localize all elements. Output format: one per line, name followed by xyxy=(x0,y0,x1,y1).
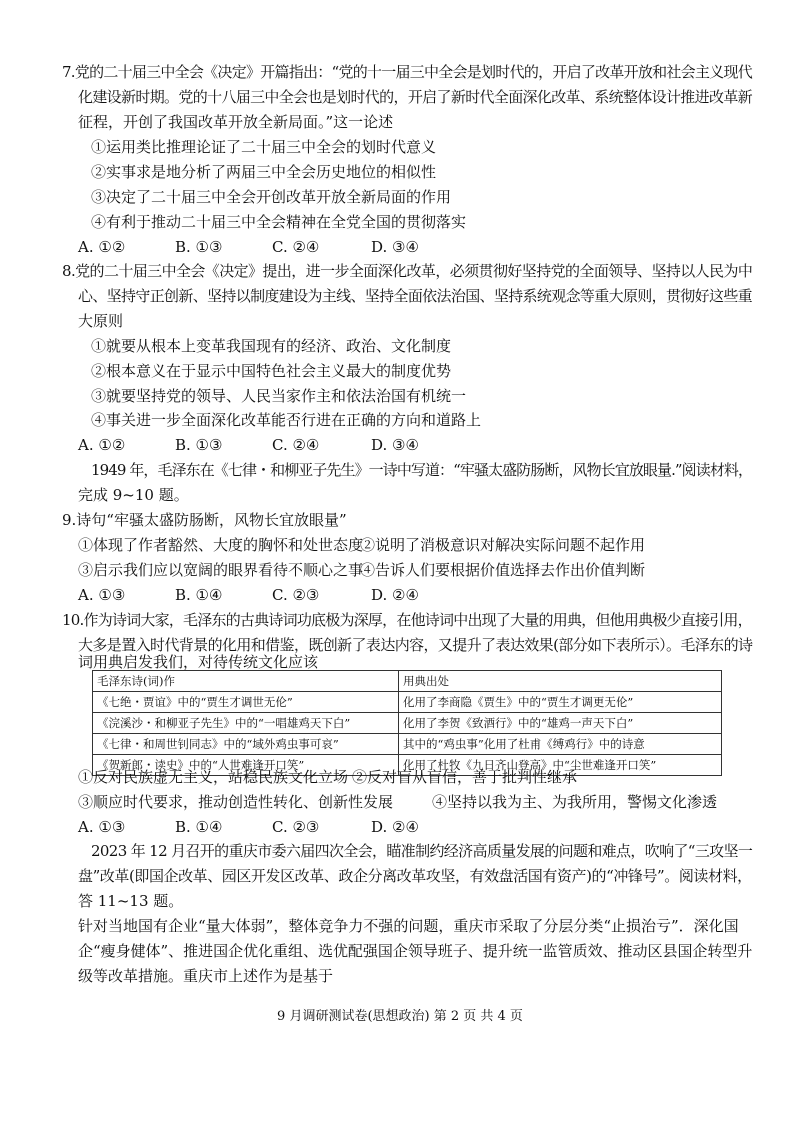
q8-stem-line: 大原则 xyxy=(78,312,124,330)
option-d: D. ②④ xyxy=(371,818,419,836)
q7-stem-line: 征程，开创了我国改革开放全新局面。”这一论述 xyxy=(78,113,394,131)
option-b: B. ①④ xyxy=(175,586,223,604)
option-d: D. ③④ xyxy=(371,238,419,256)
option-b: B. ①③ xyxy=(175,238,223,256)
material-passage-line: 完成 9~10 题。 xyxy=(78,486,189,504)
option-c: C. ②③ xyxy=(272,586,320,604)
table-header-row xyxy=(93,671,722,692)
q8-choice: ④事关进一步全面深化改革能否行进在正确的方向和道路上 xyxy=(91,411,482,429)
table-cell: 《浣溪沙・和柳亚子先生》中的“一唱雄鸡天下白” xyxy=(93,713,399,734)
q9-stem: 9.诗句“牢骚太盛防肠断，风物长宜放眼量” xyxy=(62,511,347,529)
table-cell: 化用了李贺《致酒行》中的“雄鸡一声天下白” xyxy=(399,713,722,734)
option-a: A. ①② xyxy=(78,238,126,256)
material-passage-line: 答 11~13 题。 xyxy=(78,892,184,910)
q8-stem-line: 心、坚持守正创新、坚持以制度建设为主线、坚持全面依法治国、坚持系统观念等重大原则，贯彻好这些重 xyxy=(78,287,753,305)
table-cell: 《贺新郎・读史》中的“人世难逢开口笑” xyxy=(93,755,399,776)
option-b: B. ①④ xyxy=(175,818,223,836)
table-row xyxy=(93,734,722,755)
option-c: C. ②③ xyxy=(272,818,320,836)
q10-choice: ④坚持以我为主、为我所用，警惕文化渗透 xyxy=(432,793,718,811)
table-header: 用典出处 xyxy=(399,671,722,692)
material-passage-line: 盘”改革(即国企改革、园区开发区改革、政企分离改革攻坚，有效盘活国有资产)的“冲锋号”。阅读材料， xyxy=(78,867,752,885)
table-header: 毛泽东诗(词)作 xyxy=(93,671,399,692)
option-a: A. ①② xyxy=(78,436,126,454)
q8-choice: ②根本意义在于显示中国特色社会主义最大的制度优势 xyxy=(91,362,452,380)
q8-stem-line: 8.党的二十届三中全会《决定》提出，进一步全面深化改革，必须贯彻好坚持党的全面领导、坚持以人民为中 xyxy=(62,262,753,280)
material-passage-line: 1949 年，毛泽东在《七律・和柳亚子先生》一诗中写道：“牢骚太盛防肠断，风物长宜放眼量.”阅读材料， xyxy=(91,461,753,479)
option-d: D. ③④ xyxy=(371,436,419,454)
q9-choice: ①体现了作者豁然、大度的胸怀和处世态度 xyxy=(78,536,364,554)
q8-choice: ③就要坚持党的领导、人民当家作主和依法治国有机统一 xyxy=(91,387,467,405)
table-cell: 《七绝・贾谊》中的“贾生才调世无伦” xyxy=(93,692,399,713)
option-a: A. ①③ xyxy=(78,586,126,604)
page-footer: 9 月调研测试卷(思想政治) 第 2 页 共 4 页 xyxy=(277,1009,523,1024)
q7-choice: ②实事求是地分析了两届三中全会历史地位的相似性 xyxy=(91,163,437,181)
q10-stem-line: 大多是置入时代背景的化用和借鉴，既创新了表达内容，又提升了表达效果(部分如下表所示）。毛泽东的诗 xyxy=(78,636,753,654)
q7-choice: ③决定了二十届三中全会开创改革开放全新局面的作用 xyxy=(91,188,452,206)
q7-choice: ①运用类比推理论证了二十届三中全会的划时代意义 xyxy=(91,138,437,156)
table-row xyxy=(93,692,722,713)
table-cell: 化用了杜牧《九日齐山登高》中“尘世难逢开口笑” xyxy=(399,755,722,776)
q10-stem-line: 10.作为诗词大家，毛泽东的古典诗词功底极为深厚，在他诗词中出现了大量的用典，但他用典极少直接引用， xyxy=(62,611,752,629)
option-b: B. ①③ xyxy=(175,436,223,454)
material-passage-line: 级等改革措施。重庆市上述作为是基于 xyxy=(78,967,334,985)
q10-stem-line: 词用典启发我们，对待传统文化应该 xyxy=(78,653,319,671)
table-row xyxy=(93,713,722,734)
q9-choice: ②说明了消极意识对解决实际问题不起作用 xyxy=(360,536,646,554)
material-passage-line: 2023 年 12 月召开的重庆市委六届四次全会，瞄准制约经济高质量发展的问题和难点，吹响了“三攻坚一 xyxy=(91,842,753,860)
q9-choice: ③启示我们应以宽阔的眼界看待不顺心之事 xyxy=(78,561,364,579)
table-cell: 其中的“鸡虫事”化用了杜甫《缚鸡行》中的诗意 xyxy=(399,734,722,755)
option-a: A. ①③ xyxy=(78,818,126,836)
allusion-table xyxy=(92,670,722,776)
q9-choice: ④告诉人们要根据价值选择去作出价值判断 xyxy=(360,561,646,579)
material-passage-line: 针对当地国有企业“量大体弱”，整体竞争力不强的问题，重庆市采取了分层分类“止损治亏”．深化国 xyxy=(78,917,739,935)
q7-stem-line: 7.党的二十届三中全会《决定》开篇指出：“党的十一届三中全会是划时代的，开启了改革开放和社会主义现代 xyxy=(62,63,752,81)
table-cell: 化用了李商隐《贾生》中的“贾生才调更无伦” xyxy=(399,692,722,713)
option-d: D. ②④ xyxy=(371,586,419,604)
material-passage-line: 企“瘦身健体”、推进国企优化重组、选优配强国企领导班子、提升统一监管质效、推动区县国企转型升 xyxy=(78,942,753,960)
q8-choice: ①就要从根本上变革我国现有的经济、政治、文化制度 xyxy=(91,337,452,355)
q7-choice: ④有利于推动二十届三中全会精神在全党全国的贯彻落实 xyxy=(91,213,467,231)
table-cell: 《七律・和周世钊同志》中的“域外鸡虫事可哀” xyxy=(93,734,399,755)
q10-choice: ①反对民族虚无主义，站稳民族文化立场 xyxy=(78,768,349,786)
option-c: C. ②④ xyxy=(272,436,320,454)
q10-choice: ②反对盲从盲信，善于批判性继承 xyxy=(352,768,578,786)
option-c: C. ②④ xyxy=(272,238,320,256)
q7-stem-line: 化建设新时期。党的十八届三中全会也是划时代的，开启了新时代全面深化改革、系统整体设计推进改革新 xyxy=(78,88,753,106)
q10-choice: ③顺应时代要求，推动创造性转化、创新性发展 xyxy=(78,793,394,811)
